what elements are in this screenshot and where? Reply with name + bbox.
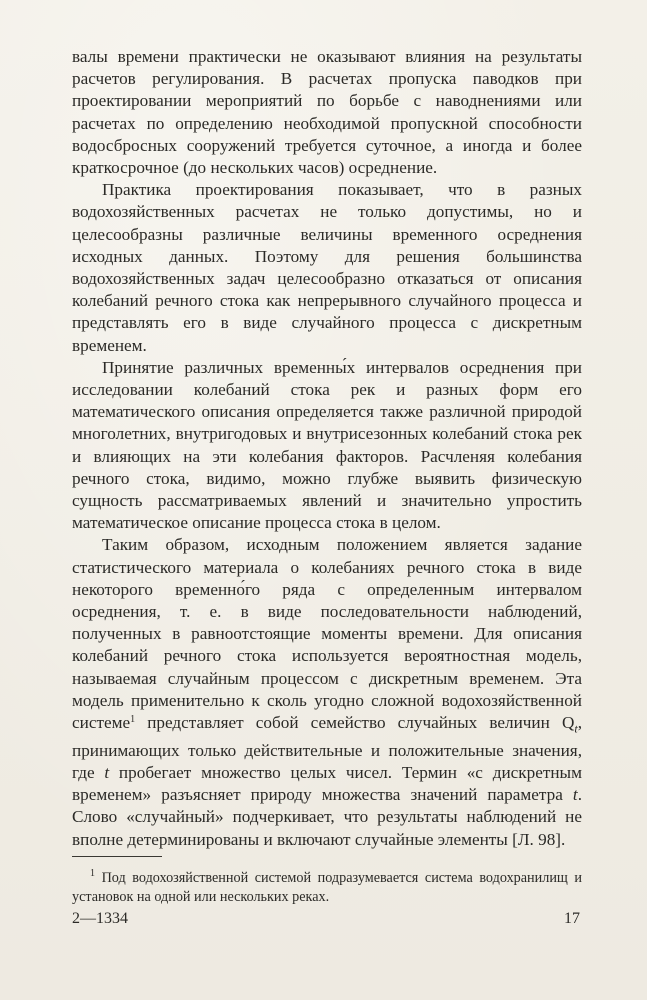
footnote-marker: 1 <box>90 868 95 879</box>
paragraph-4-part-5: . Слово «случайный» подчеркивает, что результаты наблюдений не вполне детерминированы и включают случайные элементы [Л. 98]. <box>72 785 582 849</box>
main-text <box>72 46 582 851</box>
paragraph-4-part-1: Таким образом, исходным положением является задание статистического материала о колебаниях речного стока в виде некоторого временно́го ряда с определенным интервалом осреднения, т. е. в виде последовательности наблюдений, полученных в равноотстоящие моменты времени. Для описания колебаний речного стока используется вероятностная модель, называемая случайным процессом с дискретным временем. Эта модель применительно к сколь угодно сложной водохозяйственной системе <box>72 535 582 733</box>
paragraph-4-part-2: представляет собой семейство случайных величин Q <box>135 713 575 733</box>
subscript-t: t <box>574 721 578 736</box>
footnote-reference: 1 <box>130 714 136 726</box>
footnote-text: Под водохозяйственной системой подразумевается система водохранилищ и установок на одной или нескольких реках. <box>72 870 582 905</box>
paragraph-3: Принятие различных временны́х интервалов осреднения при исследовании колебаний стока рек и разных форм его математического описания определяется также различной природой многолетних, внутригодовых и внутрисезонных колебаний стока рек и влияющих на эти колебания факторов. Расчленяя колебания речного стока, видимо, можно глубже выявить физическую сущность рассматриваемых явлений и значительно упростить математическое описание процесса стока в целом. <box>72 357 582 533</box>
printer-signature: 2—1334 <box>72 910 128 927</box>
footnote <box>72 869 582 907</box>
footnote-divider <box>72 856 162 857</box>
paragraph-1: валы времени практически не оказывают влияния на результаты расчетов регулирования. В расчетах пропуска паводков при проектировании мероприятий по борьбе с наводнениями или расчетах по определению необходимой пропускной способности водосбросных сооружений требуется суточное, а иногда и более краткосрочное (до нескольких часов) осреднение. <box>72 47 582 178</box>
paragraph-4-part-4: пробегает множество целых чисел. Термин «с дискретным временем» разъясняет природу множества значений параметра <box>72 762 582 805</box>
paragraph-4 <box>72 534 582 850</box>
variable-t-2: t <box>572 785 578 805</box>
paragraph-4-part-3: , принимающих только действительные и положительные значения, где <box>72 713 582 782</box>
paragraph-2: Практика проектирования показывает, что в разных водохозяйственных расчетах не только допустимы, но и целесообразны различные величины временного осреднения исходных данных. Поэтому для решения большинства водохозяйственных задач целесообразно отказаться от описания колебаний речного стока как непрерывного случайного процесса и представлять его в виде случайного процесса с дискретным временем. <box>72 180 582 355</box>
page-number: 17 <box>564 910 580 927</box>
variable-t: t <box>104 762 110 782</box>
